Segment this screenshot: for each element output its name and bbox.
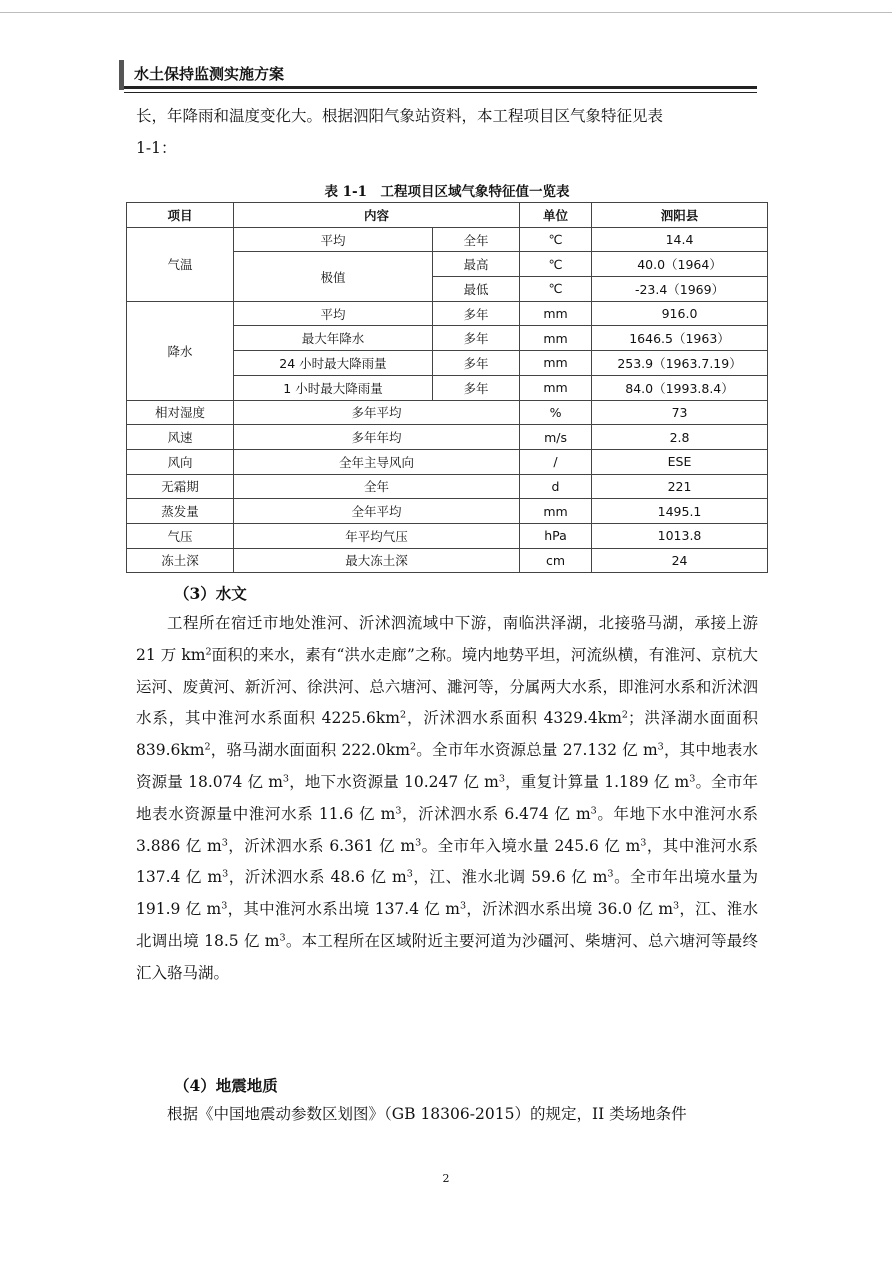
row-content: 全年平均 xyxy=(234,499,520,524)
table-row xyxy=(127,548,768,573)
table-row xyxy=(127,301,768,326)
temp-max-unit: ℃ xyxy=(520,252,592,277)
page-top-border xyxy=(0,12,892,13)
climate-table xyxy=(126,202,768,573)
precip-name: 24 小时最大降雨量 xyxy=(234,351,433,376)
table-row xyxy=(127,523,768,548)
table-row xyxy=(127,227,768,252)
table-row xyxy=(127,449,768,474)
row-value: 221 xyxy=(592,474,768,499)
precip-unit: mm xyxy=(520,326,592,351)
page-number: 2 xyxy=(442,1172,450,1185)
row-value: 1495.1 xyxy=(592,499,768,524)
row-unit: m/s xyxy=(520,425,592,450)
header-rule-thin xyxy=(124,92,757,93)
row-item: 风速 xyxy=(127,425,234,450)
row-value: ESE xyxy=(592,449,768,474)
section-heading-hydrology: （3）水文 xyxy=(174,584,247,603)
row-content: 多年平均 xyxy=(234,400,520,425)
temp-max-period: 最高 xyxy=(433,252,520,277)
temp-avg-name: 平均 xyxy=(234,227,433,252)
row-value: 24 xyxy=(592,548,768,573)
table-row xyxy=(127,400,768,425)
row-content: 年平均气压 xyxy=(234,523,520,548)
hydrology-paragraph: 工程所在宿迁市地处淮河、沂沭泗流域中下游，南临洪泽湖，北接骆马湖，承接上游 21 万 $km^2$面积的来水，素有“洪水走廊”之称。境内地势平坦，河流纵横，有淮河、京杭大运河、废黄河、新沂河、徐洪河、总六塘河、濉河等，分属两大水系，即淮河水系和沂沭泗水系，其中淮河水系面积 $4225.6km^2$，沂沭泗水系面积 $4329.4km^2$；洪泽湖水面面积 $839.6km^2$，骆马湖水面面积 $222.0km^2$。全市年水资源总量 27.132 亿 $m^3$，其中地表水资源量 18.074 亿 $m^3$，地下水资源量 10.247 亿 $m^3$，重复计算量 1.189 亿 $m^3$。全市年地表水资源量中淮河水系 11.6 亿 $m^3$，沂沭泗水系 6.474 亿 $m^3$。年地下水中淮河水系 3.886 亿 $m^3$，沂沭泗水系 6.361 亿 $m^3$。全市年入境水量 245.6 亿 $m^3$，其中淮河水系 137.4 亿 $m^3$，沂沭泗水系 48.6 亿 $m^3$，江、淮水北调 59.6 亿 $m^3$。全市年出境水量为 191.9 亿 $m^3$，其中淮河水系出境 137.4 亿 $m^3$，沂沭泗水系出境 36.0 亿 $m^3$，江、淮水北调出境 18.5 亿 $m^3$。本工程所在区域附近主要河道为沙礓河、柴塘河、总六塘河等最终汇入骆马湖。 xyxy=(136,614,758,982)
row-item: 冻土深 xyxy=(127,548,234,573)
row-unit: d xyxy=(520,474,592,499)
table-row xyxy=(127,499,768,524)
precip-value: 1646.5（1963） xyxy=(592,326,768,351)
row-value: 73 xyxy=(592,400,768,425)
precip-value: 916.0 xyxy=(592,301,768,326)
row-unit: % xyxy=(520,400,592,425)
temperature-label: 气温 xyxy=(127,227,234,301)
header-item: 项目 xyxy=(127,203,234,228)
temp-extreme-name: 极值 xyxy=(234,252,433,301)
precip-unit: mm xyxy=(520,375,592,400)
row-value: 1013.8 xyxy=(592,523,768,548)
row-item: 气压 xyxy=(127,523,234,548)
precip-value: 84.0（1993.8.4） xyxy=(592,375,768,400)
precip-period: 多年 xyxy=(433,326,520,351)
precip-name: 平均 xyxy=(234,301,433,326)
precip-period: 多年 xyxy=(433,351,520,376)
row-item: 风向 xyxy=(127,449,234,474)
temp-min-value: -23.4（1969） xyxy=(592,277,768,302)
precip-name: 1 小时最大降雨量 xyxy=(234,375,433,400)
row-item: 相对湿度 xyxy=(127,400,234,425)
row-value: 2.8 xyxy=(592,425,768,450)
precipitation-label: 降水 xyxy=(127,301,234,400)
precip-period: 多年 xyxy=(433,301,520,326)
table-caption: 表 1-1 工程项目区域气象特征值一览表 xyxy=(324,184,570,200)
row-unit: / xyxy=(520,449,592,474)
header-county: 泗阳县 xyxy=(592,203,768,228)
precip-period: 多年 xyxy=(433,375,520,400)
table-header-row xyxy=(127,203,768,228)
temp-max-value: 40.0（1964） xyxy=(592,252,768,277)
intro-line-1: 长，年降雨和温度变化大。根据泗阳气象站资料，本工程项目区气象特征见表 xyxy=(136,107,664,125)
temp-min-unit: ℃ xyxy=(520,277,592,302)
row-content: 多年年均 xyxy=(234,425,520,450)
temp-avg-unit: ℃ xyxy=(520,227,592,252)
row-unit: hPa xyxy=(520,523,592,548)
table-row xyxy=(127,474,768,499)
temp-avg-period: 全年 xyxy=(433,227,520,252)
row-unit: cm xyxy=(520,548,592,573)
table-row xyxy=(127,425,768,450)
precip-name: 最大年降水 xyxy=(234,326,433,351)
precip-unit: mm xyxy=(520,301,592,326)
temp-min-period: 最低 xyxy=(433,277,520,302)
section-heading-seismic: （4）地震地质 xyxy=(174,1076,278,1095)
header-unit: 单位 xyxy=(520,203,592,228)
header-content: 内容 xyxy=(234,203,520,228)
temp-avg-value: 14.4 xyxy=(592,227,768,252)
row-unit: mm xyxy=(520,499,592,524)
row-content: 全年 xyxy=(234,474,520,499)
precip-unit: mm xyxy=(520,351,592,376)
row-content: 全年主导风向 xyxy=(234,449,520,474)
precip-value: 253.9（1963.7.19） xyxy=(592,351,768,376)
row-item: 无霜期 xyxy=(127,474,234,499)
intro-line-2: 1-1： xyxy=(136,138,177,157)
row-content: 最大冻土深 xyxy=(234,548,520,573)
row-item: 蒸发量 xyxy=(127,499,234,524)
header-rule-thick xyxy=(124,86,757,89)
document-header-title: 水土保持监测实施方案 xyxy=(134,65,285,83)
intro-paragraph xyxy=(136,101,758,165)
seismic-paragraph: 根据《中国地震动参数区划图》（GB 18306-2015）的规定，II 类场地条件 xyxy=(167,1105,687,1123)
